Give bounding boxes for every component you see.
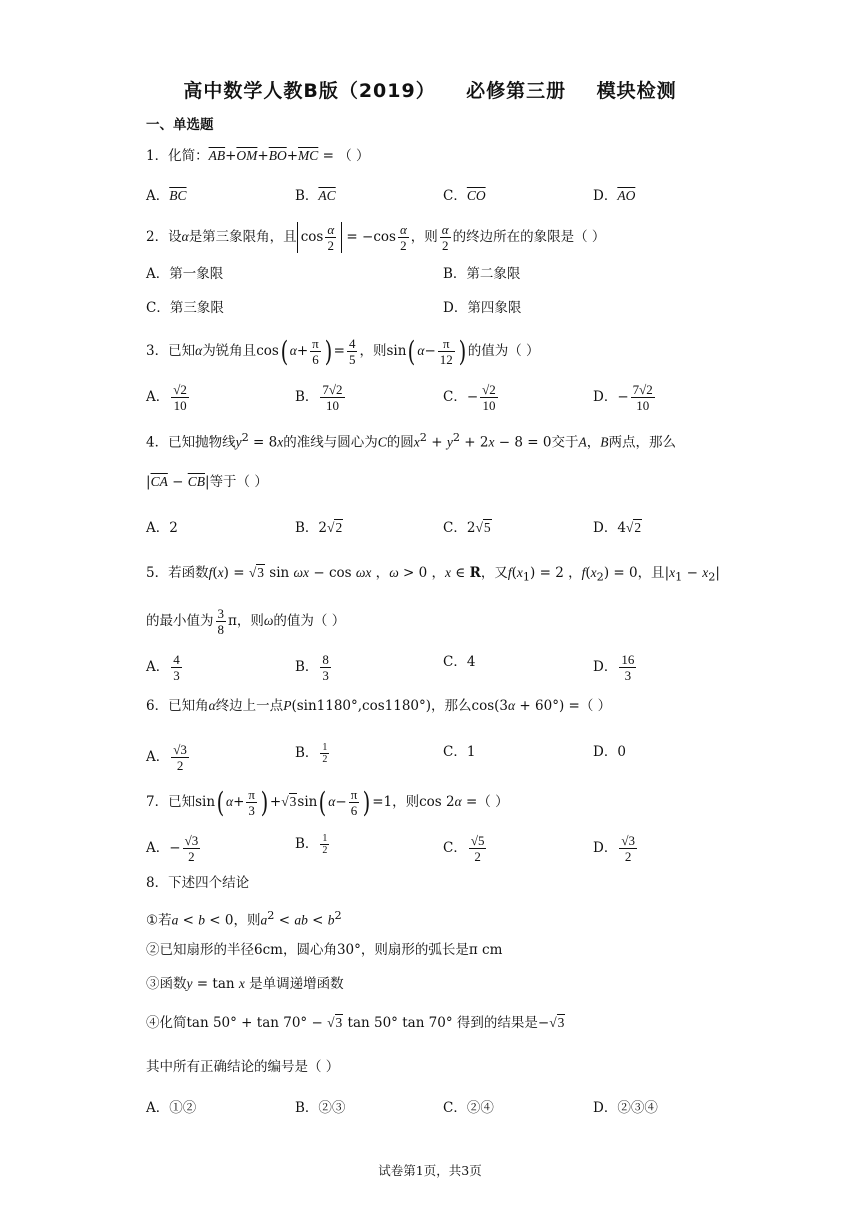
question-8-stem: 8．下述四个结论 — [146, 875, 250, 891]
question-6-stem: 6．已知角α终边上一点P(sin1180°,cos1180°)，那么cos(3α + 60°) =（ ） — [146, 698, 612, 714]
q1-option-b: B．$\overline{AC}$ — [295, 188, 336, 204]
q3-option-c: C．− $\frac{√2}{10}$ — [443, 382, 496, 413]
q3-option-b: B． $\frac{7√2}{10}$ — [295, 382, 343, 413]
q3-option-d: D．− $\frac{7√2}{10}$ — [593, 382, 653, 413]
question-5-stem-cont: 的最小值为 $\frac{3}{8}$ π，则ω的值为（ ） — [146, 606, 346, 637]
question-5-stem: 5．若函数f(x) = √3 sin ωx − cos ωx ，ω > 0 ，x ∈ R，又$f(x_1) = 2$ ，$f(x_2) = 0$，且$|x_1 - x_2|$ — [146, 565, 720, 584]
q2-option-a: A．第一象限 — [146, 266, 224, 282]
q8-statement-3: ③函数y = tan x 是单调递增函数 — [146, 976, 344, 992]
q7-option-b: B． $\frac{1}{2}$ — [295, 833, 328, 856]
q4-option-b: B．2√2 — [295, 520, 343, 536]
question-4-stem: 4．已知抛物线$y^2 = 8x$的准线与圆心为C的圆$x^2 + y^2 + 2x - 8 = 0$交于A，B两点，那么 — [146, 431, 676, 451]
q7-option-a: A．− $\frac{√3}{2}$ — [146, 833, 199, 864]
q5-option-a: A． $\frac{4}{3}$ — [146, 652, 180, 683]
q1-option-a: A．$\overline{BC}$ — [146, 188, 187, 204]
q8-option-d: D．②③④ — [593, 1100, 658, 1116]
q8-option-b: B．②③ — [295, 1100, 346, 1116]
q2-option-c: C．第三象限 — [146, 300, 224, 316]
q1-option-c: C．$\overline{CO}$ — [443, 188, 486, 204]
q6-option-a: A． $\frac{√3}{2}$ — [146, 742, 187, 773]
q4-option-a: A．2 — [146, 520, 178, 536]
q8-statement-4: ④化简tan 50° + tan 70° − √3 tan 50° tan 70° 得到的结果是−√3 — [146, 1015, 565, 1031]
q7-option-d: D． $\frac{√3}{2}$ — [593, 833, 635, 864]
q5-option-d: D． $\frac{16}{3}$ — [593, 652, 635, 683]
q2-option-b: B．第二象限 — [443, 266, 521, 282]
q6-option-b: B． $\frac{1}{2}$ — [295, 742, 328, 765]
q4-option-c: C．2√5 — [443, 520, 491, 536]
q2-option-d: D．第四象限 — [443, 300, 522, 316]
section-heading: 一、单选题 — [146, 117, 214, 133]
q6-option-c: C．1 — [443, 744, 476, 760]
q3-option-a: A． $\frac{√2}{10}$ — [146, 382, 187, 413]
q8-option-a: A．①② — [146, 1100, 197, 1116]
question-7-stem: 7．已知sin( α+ $\frac{\pi}{3}$ ) +√3sin( α− $\frac{\pi}{6}$ ) =1，则cos 2α =（ ） — [146, 785, 509, 819]
q7-option-c: C． $\frac{√5}{2}$ — [443, 833, 485, 864]
q1-option-d: D．$\overline{AO}$ — [593, 188, 636, 204]
question-3-stem: 3．已知α为锐角且cos( α+ $\frac{\pi}{6}$ ) = $\frac{4}{5}$ ，则sin( α− $\frac{\pi}{12}$ ) 的值为（ ） — [146, 334, 540, 368]
q5-option-c: C．4 — [443, 654, 476, 670]
question-2-stem: 2．设α是第三象限角，且 cos $\frac{\alpha}{2}$ = −cos $\frac{\alpha}{2}$ ，则 $\frac{\alpha}{2}$ 的终边所在的象限是（ ） — [146, 222, 606, 253]
q8-prompt: 其中所有正确结论的编号是（ ） — [146, 1059, 340, 1075]
q8-statement-1: ①若a < b < 0，则$a^2$ < ab < $b^2$ — [146, 909, 342, 929]
page-title: 高中数学人教B版（2019） 必修第三册 模块检测 — [183, 80, 677, 102]
q5-option-b: B． $\frac{8}{3}$ — [295, 652, 329, 683]
page-footer: 试卷第1页，共3页 — [378, 1163, 482, 1178]
q4-option-d: D．4√2 — [593, 520, 642, 536]
question-1-stem: 1．化简：$\overline{AB}+\overline{OM}+\overline{BO}+\overline{MC}$ = （ ） — [146, 148, 370, 164]
q8-option-c: C．②④ — [443, 1100, 494, 1116]
q6-option-d: D．0 — [593, 744, 626, 760]
question-4-stem-cont: $|\overline{CA} - \overline{CB}|$等于（ ） — [146, 474, 268, 490]
q8-statement-2: ②已知扇形的半径6cm，圆心角30°，则扇形的弧长是π cm — [146, 942, 503, 958]
